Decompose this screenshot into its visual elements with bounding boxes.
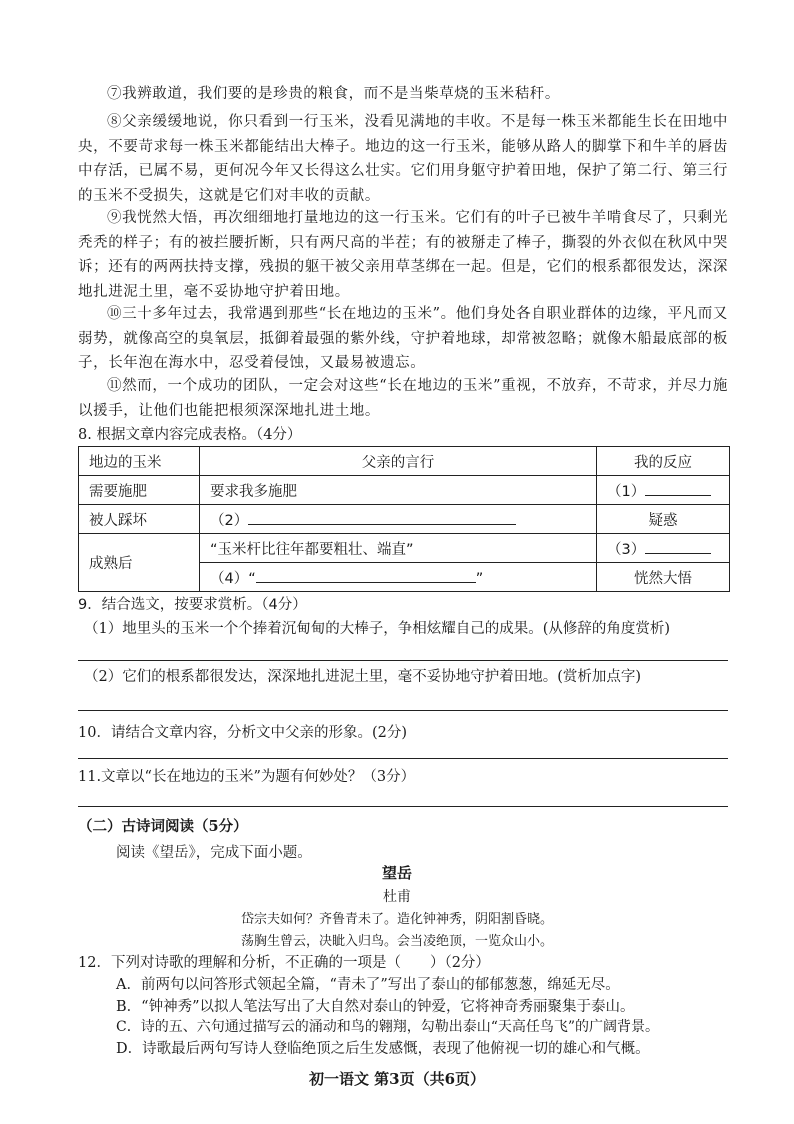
table-header-cell: 地边的玉米 — [79, 447, 200, 476]
table-cell: 恍然大悟 — [597, 563, 730, 592]
option-d[interactable]: D．诗歌最后两句写诗人登临绝顶之后生发感慨，表现了他俯视一切的雄心和气概。 — [116, 1041, 650, 1057]
table-cell: 需要施肥 — [79, 476, 200, 505]
paragraph-9: ⑨我恍然大悟，再次细细地打量地边的这一行玉米。它们有的叶子已被牛羊啃食尽了，只剩光秃秃的样子；有的被拦腰折断，只有两尺高的半茬；有的被掰走了棒子，撕裂的外衣似在秋风中哭诉；还有的两两扶持支撑，残损的躯干被父亲用草茎绑在一起。但是，它们的根系都很发达，深深地扎进泥土里，毫不妥协地守护着田地。 — [78, 210, 728, 300]
poem-line-2: 荡胸生曾云，决眦入归鸟。会当凌绝顶，一览众山小。 — [240, 934, 553, 949]
answer-line[interactable] — [78, 758, 728, 759]
poem-title: 望岳 — [381, 864, 412, 882]
table-header-row — [79, 447, 730, 476]
table-cell: 疑惑 — [597, 505, 730, 534]
answer-line[interactable] — [78, 710, 728, 711]
poem-line-1: 岱宗夫如何？齐鲁青未了。造化钟神秀，阴阳割昏晓。 — [240, 912, 553, 927]
table-cell: 成熟后 — [79, 534, 200, 592]
table-header-cell: 父亲的言行 — [200, 447, 597, 476]
paragraph-10: ⑩三十多年过去，我常遇到那些“长在地边的玉米”。他们身处各自职业群体的边缘，平凡而又弱势，就像高空的臭氧层，抵御着最强的紫外线，守护着地球，却常被忽略；就像木船最底部的板子，长年泡在海水中，忍受着侵蚀，又最易被遗忘。 — [78, 306, 728, 371]
question-12-prompt: 12．下列对诗歌的理解和分析，不正确的一项是（ ）（2分） — [78, 955, 490, 971]
answer-blank[interactable] — [645, 539, 711, 554]
answer-blank[interactable] — [248, 510, 516, 525]
table-row — [79, 534, 730, 563]
table-cell: 要求我多施肥 — [200, 476, 597, 505]
answer-cell-3[interactable]: （3） — [597, 534, 730, 563]
question-8-prompt: 8. 根据文章内容完成表格。（4分） — [78, 427, 302, 443]
question-9-prompt: 9．结合选文，按要求赏析。（4分） — [78, 597, 307, 613]
question-9-sub-2: （2）它们的根系都很发达，深深地扎进泥土里，毫不妥协地守护着田地。(赏析加点字) — [84, 669, 642, 685]
option-a[interactable]: A．前两句以问答形式领起全篇，“青未了”写出了泰山的郁郁葱葱，绵延无尽。 — [116, 977, 620, 993]
answer-cell-2[interactable]: （2） — [200, 505, 597, 534]
section-2-intro: 阅读《望岳》，完成下面小题。 — [116, 845, 312, 861]
table-header-cell: 我的反应 — [597, 447, 730, 476]
paragraph-8: ⑧父亲缓缓地说，你只看到一行玉米，没看见满地的丰收。不是每一株玉米都能生长在田地中央，不要苛求每一株玉米都能结出大棒子。地边的这一行玉米，能够从路人的脚掌下和牛羊的唇齿中存活，已属不易，更何况今年又长得这么壮实。它们用身躯守护着田地，保护了第二行、第三行的玉米不受损失，这就是它们对丰收的贡献。 — [78, 114, 728, 204]
answer-line[interactable] — [78, 660, 728, 661]
poem-author: 杜甫 — [383, 889, 411, 905]
paragraph-7: ⑦我辨敢道，我们要的是珍贵的粮食，而不是当柴草烧的玉米秸秆。 — [107, 86, 560, 102]
answer-blank[interactable] — [645, 481, 711, 496]
table-cell: 被人踩坏 — [79, 505, 200, 534]
answer-cell-1[interactable]: （1） — [597, 476, 730, 505]
option-c[interactable]: C．诗的五、六句通过描写云的涌动和鸟的翱翔，勾勒出泰山“天高任鸟飞”的广阔背景。 — [116, 1019, 660, 1035]
answer-line[interactable] — [78, 806, 728, 807]
question-11-prompt: 11.文章以“长在地边的玉米”为题有何妙处？（3分） — [78, 769, 416, 785]
question-10-prompt: 10．请结合文章内容，分析文中父亲的形象。(2分) — [78, 725, 407, 741]
question-9-sub-1: （1）地里头的玉米一个个捧着沉甸甸的大棒子，争相炫耀自己的成果。(从修辞的角度赏析) — [84, 621, 671, 637]
answer-blank[interactable] — [256, 568, 476, 583]
paragraph-11: ⑪然而，一个成功的团队，一定会对这些“长在地边的玉米”重视，不放弃，不苛求，并尽力施以援手，让他们也能把根须深深地扎进土地。 — [78, 378, 728, 419]
table-cell: “玉米杆比往年都要粗壮、端直” — [200, 534, 597, 563]
section-2-heading: （二）古诗词阅读（5分） — [78, 818, 248, 835]
question-8-table — [78, 446, 730, 592]
table-row — [79, 505, 730, 534]
answer-cell-4[interactable]: （4）“ ” — [200, 563, 597, 592]
table-row — [79, 476, 730, 505]
option-b[interactable]: B．“钟神秀”以拟人笔法写出了大自然对泰山的钟爱，它将神奇秀丽聚集于泰山。 — [116, 999, 635, 1015]
page-footer: 初一语文 第3页（共6页） — [308, 1070, 486, 1088]
